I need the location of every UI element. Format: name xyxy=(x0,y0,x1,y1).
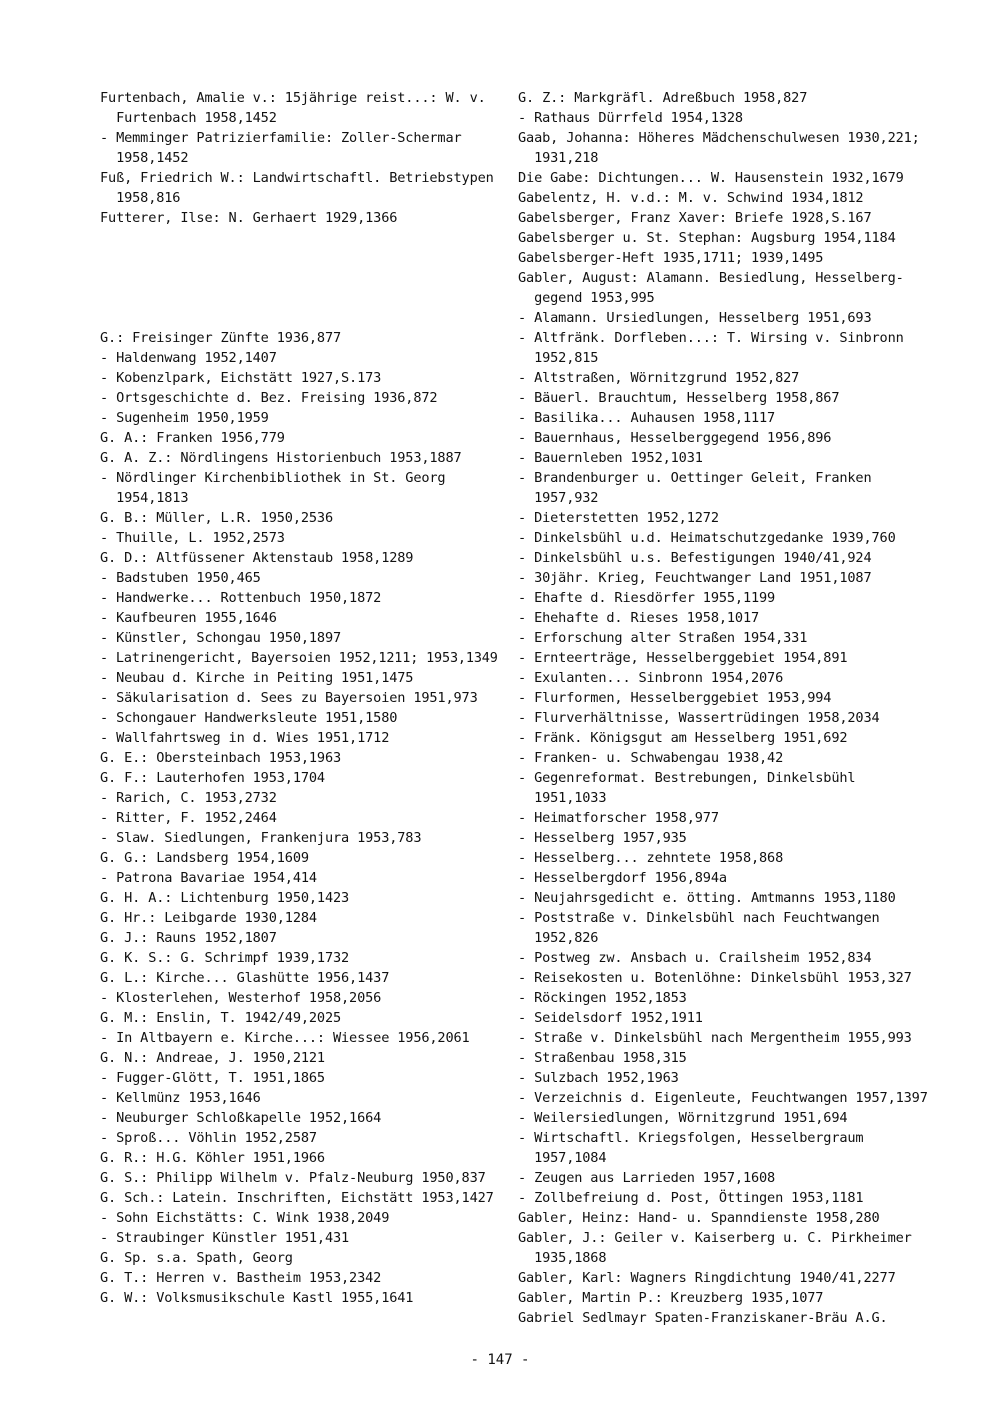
index-entry-line: - Straße v. Dinkelsbühl nach Mergentheim 1955,993 xyxy=(518,1030,912,1046)
index-entry-line: G. K. S.: G. Schrimpf 1939,1732 xyxy=(100,950,350,966)
index-entry-line: G. E.: Obersteinbach 1953,1963 xyxy=(100,750,342,766)
index-entry-line: G. F.: Lauterhofen 1953,1704 xyxy=(100,770,325,786)
index-entry-line: G. G.: Landsberg 1954,1609 xyxy=(100,850,309,866)
index-entry-line: - Haldenwang 1952,1407 xyxy=(100,350,277,366)
index-entry-line: - Badstuben 1950,465 xyxy=(100,570,261,586)
index-entry-line: - Klosterlehen, Westerhof 1958,2056 xyxy=(100,990,382,1006)
index-entry-line: - Zollbefreiung d. Post, Öttingen 1953,1181 xyxy=(518,1190,864,1206)
index-entry-line: 1952,815 xyxy=(518,350,599,366)
index-entry-line: - Hesselberg 1957,935 xyxy=(518,830,687,846)
index-entry-line: Furtenbach 1958,1452 xyxy=(100,110,277,126)
index-entry-line: - Postweg zw. Ansbach u. Crailsheim 1952,834 xyxy=(518,950,872,966)
index-entry-line: - Verzeichnis d. Eigenleute, Feuchtwangen 1957,1397 xyxy=(518,1090,928,1106)
index-entry-line: - Ehehafte d. Rieses 1958,1017 xyxy=(518,610,760,626)
index-entry-line: gegend 1953,995 xyxy=(518,290,655,306)
index-entry-line: 1935,1868 xyxy=(518,1250,607,1266)
index-entry-line: 1958,816 xyxy=(100,190,181,206)
index-entry-line: - In Altbayern e. Kirche...: Wiessee 1956,2061 xyxy=(100,1030,470,1046)
index-entry-line: G. R.: H.G. Köhler 1951,1966 xyxy=(100,1150,325,1166)
index-entry-line: - Sohn Eichstätts: C. Wink 1938,2049 xyxy=(100,1210,390,1226)
index-entry-line: - Ortsgeschichte d. Bez. Freising 1936,872 xyxy=(100,390,438,406)
index-entry-line: - Fränk. Königsgut am Hesselberg 1951,692 xyxy=(518,730,848,746)
index-entry-line: G. A. Z.: Nördlingens Historienbuch 1953,1887 xyxy=(100,450,462,466)
index-entry-line: - Röckingen 1952,1853 xyxy=(518,990,687,1006)
index-entry-line: - Seidelsdorf 1952,1911 xyxy=(518,1010,703,1026)
index-entry-line: 1952,826 xyxy=(518,930,599,946)
index-entry-line: - Dinkelsbühl u.d. Heimatschutzgedanke 1939,760 xyxy=(518,530,896,546)
index-entry-line: - Straßenbau 1958,315 xyxy=(518,1050,687,1066)
index-entry-line: - Wirtschaftl. Kriegsfolgen, Hesselbergraum xyxy=(518,1130,864,1146)
index-entry-line: - Poststraße v. Dinkelsbühl nach Feuchtwangen xyxy=(518,910,880,926)
index-entry-line: - Säkularisation d. Sees zu Bayersoien 1951,973 xyxy=(100,690,478,706)
index-entry-line: Gabriel Sedlmayr Spaten-Franziskaner-Bräu A.G. xyxy=(518,1310,888,1326)
index-entry-line: G. J.: Rauns 1952,1807 xyxy=(100,930,277,946)
index-entry-line: - Hesselbergdorf 1956,894a xyxy=(518,870,727,886)
index-entry-line: G. M.: Enslin, T. 1942/49,2025 xyxy=(100,1010,342,1026)
index-entry-line: - Basilika... Auhausen 1958,1117 xyxy=(518,410,776,426)
index-entry-line: - Thuille, L. 1952,2573 xyxy=(100,530,285,546)
index-entry-line: - Sugenheim 1950,1959 xyxy=(100,410,269,426)
index-entry-line: G. Z.: Markgräfl. Adreßbuch 1958,827 xyxy=(518,90,808,106)
index-entry-line: G. W.: Volksmusikschule Kastl 1955,1641 xyxy=(100,1290,414,1306)
index-entry-line: G. Hr.: Leibgarde 1930,1284 xyxy=(100,910,317,926)
index-entry-line: Gabler, Heinz: Hand- u. Spanndienste 1958,280 xyxy=(518,1210,880,1226)
index-entry-line: - Reisekosten u. Botenlöhne: Dinkelsbühl 1953,327 xyxy=(518,970,912,986)
index-entry-line: - Flurverhältnisse, Wassertrüdingen 1958,2034 xyxy=(518,710,880,726)
index-entry-line: Furtenbach, Amalie v.: 15jährige reist...: W. v. xyxy=(100,90,486,106)
index-entry-line: - Kobenzlpark, Eichstätt 1927,S.173 xyxy=(100,370,382,386)
index-entry-line: Gabelsberger-Heft 1935,1711; 1939,1495 xyxy=(518,250,824,266)
index-entry-line: G. L.: Kirche... Glashütte 1956,1437 xyxy=(100,970,390,986)
index-entry-line: 1958,1452 xyxy=(100,150,189,166)
index-entry-line: G. B.: Müller, L.R. 1950,2536 xyxy=(100,510,333,526)
index-entry-line: Gabelsberger, Franz Xaver: Briefe 1928,S.167 xyxy=(518,210,872,226)
index-entry-line: - Wallfahrtsweg in d. Wies 1951,1712 xyxy=(100,730,390,746)
index-entry-line: G. Sch.: Latein. Inschriften, Eichstätt 1953,1427 xyxy=(100,1190,494,1206)
index-entry-line: - Dinkelsbühl u.s. Befestigungen 1940/41,924 xyxy=(518,550,872,566)
index-entry-line: - Ritter, F. 1952,2464 xyxy=(100,810,277,826)
index-entry-line: G. H. A.: Lichtenburg 1950,1423 xyxy=(100,890,350,906)
index-entry-line: - Ehafte d. Riesdörfer 1955,1199 xyxy=(518,590,776,606)
index-entry-line: - Neuburger Schloßkapelle 1952,1664 xyxy=(100,1110,382,1126)
index-entry-line: - Brandenburger u. Oettinger Geleit, Franken xyxy=(518,470,872,486)
index-entry-line: - Künstler, Schongau 1950,1897 xyxy=(100,630,342,646)
index-entry-line: - Exulanten... Sinbronn 1954,2076 xyxy=(518,670,784,686)
index-entry-line: - Franken- u. Schwabengau 1938,42 xyxy=(518,750,784,766)
index-entry-line: 1954,1813 xyxy=(100,490,189,506)
index-entry-line: - Ernteerträge, Hesselberggebiet 1954,891 xyxy=(518,650,848,666)
index-entry-line: - Neubau d. Kirche in Peiting 1951,1475 xyxy=(100,670,414,686)
index-entry-line: - Rathaus Dürrfeld 1954,1328 xyxy=(518,110,743,126)
index-entry-line: - Neujahrsgedicht e. ötting. Amtmanns 1953,1180 xyxy=(518,890,896,906)
index-entry-line: - Weilersiedlungen, Wörnitzgrund 1951,694 xyxy=(518,1110,848,1126)
index-entry-line: Gabler, J.: Geiler v. Kaiserberg u. C. Pirkheimer xyxy=(518,1230,912,1246)
index-entry-line: Gabelentz, H. v.d.: M. v. Schwind 1934,1812 xyxy=(518,190,864,206)
index-entry-line: - Handwerke... Rottenbuch 1950,1872 xyxy=(100,590,382,606)
index-entry-line: - Memminger Patrizierfamilie: Zoller-Schermar xyxy=(100,130,462,146)
index-entry-line: - Heimatforscher 1958,977 xyxy=(518,810,719,826)
index-entry-line: G. Sp. s.a. Spath, Georg xyxy=(100,1250,293,1266)
index-entry-line: 1951,1033 xyxy=(518,790,607,806)
index-entry-line: 1957,1084 xyxy=(518,1150,607,1166)
index-entry-line: Futterer, Ilse: N. Gerhaert 1929,1366 xyxy=(100,210,398,226)
index-entry-line: - Hesselberg... zehntete 1958,868 xyxy=(518,850,784,866)
index-entry-line: - Bauernleben 1952,1031 xyxy=(518,450,703,466)
index-entry-line: - Rarich, C. 1953,2732 xyxy=(100,790,277,806)
index-entry-line: Gabelsberger u. St. Stephan: Augsburg 1954,1184 xyxy=(518,230,896,246)
index-entry-line: - Sulzbach 1952,1963 xyxy=(518,1070,679,1086)
index-entry-line: Gaab, Johanna: Höheres Mädchenschulwesen 1930,221; xyxy=(518,130,920,146)
index-entry-line: - Bäuerl. Brauchtum, Hesselberg 1958,867 xyxy=(518,390,840,406)
index-entry-line: - Straubinger Künstler 1951,431 xyxy=(100,1230,350,1246)
index-entry-line: G. T.: Herren v. Bastheim 1953,2342 xyxy=(100,1270,382,1286)
page-number: - 147 - xyxy=(470,1352,530,1368)
index-entry-line: - Bauernhaus, Hesselberggegend 1956,896 xyxy=(518,430,832,446)
index-entry-line: G. D.: Altfüssener Aktenstaub 1958,1289 xyxy=(100,550,414,566)
index-entry-line: Die Gabe: Dichtungen... W. Hausenstein 1932,1679 xyxy=(518,170,904,186)
index-entry-line: - Kaufbeuren 1955,1646 xyxy=(100,610,277,626)
index-entry-line: G. A.: Franken 1956,779 xyxy=(100,430,285,446)
index-entry-line: - Alamann. Ursiedlungen, Hesselberg 1951,693 xyxy=(518,310,872,326)
index-entry-line: Gabler, Karl: Wagners Ringdichtung 1940/41,2277 xyxy=(518,1270,896,1286)
index-entry-line: G. S.: Philipp Wilhelm v. Pfalz-Neuburg 1950,837 xyxy=(100,1170,486,1186)
index-entry-line: G. N.: Andreae, J. 1950,2121 xyxy=(100,1050,325,1066)
index-entry-line: - Latrinengericht, Bayersoien 1952,1211; 1953,1349 xyxy=(100,650,498,666)
index-entry-line: - Fugger-Glött, T. 1951,1865 xyxy=(100,1070,325,1086)
index-entry-line: - Dieterstetten 1952,1272 xyxy=(518,510,719,526)
index-entry-line: Fuß, Friedrich W.: Landwirtschaftl. Betriebstypen xyxy=(100,170,494,186)
column-gap xyxy=(100,228,498,328)
index-entry-line: - Altfränk. Dorfleben...: T. Wirsing v. Sinbronn xyxy=(518,330,904,346)
left-column xyxy=(100,88,498,1308)
index-entry-line: - Schongauer Handwerksleute 1951,1580 xyxy=(100,710,398,726)
index-entry-line: 1931,218 xyxy=(518,150,599,166)
index-entry-line: G.: Freisinger Zünfte 1936,877 xyxy=(100,330,342,346)
index-entry-line: - Nördlinger Kirchenbibliothek in St. Georg xyxy=(100,470,446,486)
index-entry-line: - Slaw. Siedlungen, Frankenjura 1953,783 xyxy=(100,830,422,846)
index-entry-line: - Kellmünz 1953,1646 xyxy=(100,1090,261,1106)
index-entry-line: Gabler, August: Alamann. Besiedlung, Hesselberg- xyxy=(518,270,904,286)
index-entry-line: Gabler, Martin P.: Kreuzberg 1935,1077 xyxy=(518,1290,824,1306)
index-entry-line: - Patrona Bavariae 1954,414 xyxy=(100,870,317,886)
right-column xyxy=(518,88,958,1328)
index-entry-line: - Altstraßen, Wörnitzgrund 1952,827 xyxy=(518,370,800,386)
index-entry-line: - Flurformen, Hesselberggebiet 1953,994 xyxy=(518,690,832,706)
index-entry-line: - Erforschung alter Straßen 1954,331 xyxy=(518,630,808,646)
index-entry-line: 1957,932 xyxy=(518,490,599,506)
index-entry-line: - 30jähr. Krieg, Feuchtwanger Land 1951,1087 xyxy=(518,570,872,586)
index-entry-line: - Sproß... Vöhlin 1952,2587 xyxy=(100,1130,317,1146)
index-entry-line: - Gegenreformat. Bestrebungen, Dinkelsbühl xyxy=(518,770,856,786)
index-entry-line: - Zeugen aus Larrieden 1957,1608 xyxy=(518,1170,776,1186)
